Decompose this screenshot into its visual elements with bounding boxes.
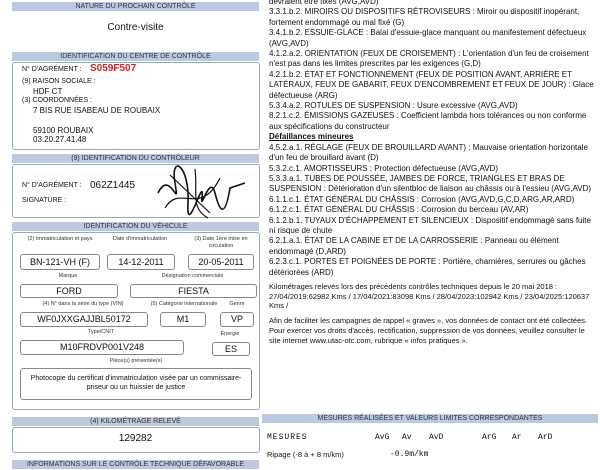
mesures-col-avg: AvG (375, 433, 390, 442)
vin-value: WF0JXXGAJJBL50172 (20, 312, 148, 327)
controleur-header: (9) IDENTIFICATION DU CONTRÔLEUR (12, 154, 259, 163)
ctrl-agrement-label: N° D'AGRÉMENT : (22, 182, 82, 189)
centre-agrement-label: N° D'AGRÉMENT : (22, 66, 82, 73)
centre-agrement-value: S059F507 (90, 63, 137, 74)
minor-defect-line: 6.1.2.c.1. ÉTAT GÉNÉRAL DU CHÂSSIS : Corrosion du berceau (AV,AR) (269, 205, 529, 215)
defects-list (269, 0, 597, 278)
typecnit-value: M10FRDVP001V248 (20, 340, 184, 355)
rappel-notice: Afin de faciliter les campagnes de rappel « graves », vos données de contact ont été collectées. Pour exercer vos droits d'accès, rectification, suppression de vos données, veuillez consulter le site internet www.utac-otc.com, rubrique « infos pratiques ». (269, 316, 588, 345)
date-1re-label: (3) Date 1ère mise en circulation (194, 236, 248, 249)
km-value: 129282 (118, 433, 153, 444)
mesures-col-av: Av (402, 433, 412, 442)
marque-label: Marque (58, 273, 78, 279)
signature-scribble (150, 163, 250, 221)
km-header: (4) KILOMÉTRAGE RELEVÉ (12, 417, 259, 426)
energie-value: ES (212, 342, 250, 356)
nature-value: Contre-visite (107, 22, 164, 33)
signature-label: SIGNATURE : (22, 197, 67, 204)
defect-line: 8.2.1.c.2. ÉMISSIONS GAZEUSES : Coefficient lambda hors tolérances ou non conforme aux spécifications du constructeur (269, 111, 587, 131)
defect-line: 4.1.2.a.2. ORIENTATION (FEUX DE CROISEMENT) : L'orientation d'un feu de croisement n'est pas dans les limites prescrites par les exigences (G,D) (269, 49, 589, 69)
defect-line: 3.4.1.b.2. ESSUIE-GLACE : Balai d'essuie-glace manquant ou manifestement défectueux (AVG,AVD) (269, 28, 587, 48)
minor-defect-line: 6.2.3.c.1. PORTES ET POIGNÉES DE PORTE : Portière, charnières, serrures ou gâches détériorées (ARD) (269, 257, 586, 277)
minor-defect-line: 5.3.3.a.1. TUBES DE POUSSÉE, JAMBES DE FORCE, TRIANGLES ET BRAS DE SUSPENSION : Détérioration d'un silentbloc de liaison au châssis ou à l'essieu (AVG,AVD) (269, 173, 592, 194)
km-history: Kilométrages relevés lors des précédents contrôles techniques depuis le 20 mai 2018 : 27/04/2019:62982 Kms / 17/04/2021:83098 Kms / 28/04/2023:102942 Kms / 23/04/2025:120637 Kms / (269, 282, 590, 310)
ctrl-agrement-value: 062Z1445 (90, 180, 136, 191)
coord-phone: 03.20.27.41.48 (33, 135, 87, 144)
categorie-value: M1 (160, 312, 206, 327)
ripage-value: -0.9m/km (390, 450, 429, 459)
minor-defect-line: 4.5.2.a.1. RÉGLAGE (FEUX DE BROUILLARD AVANT) : Mauvaise orientation horizontale d'un feu de brouillard avant (D) (269, 142, 588, 163)
mesures-col-avd: AvD (429, 433, 444, 442)
nature-header: NATURE DU PROCHAIN CONTRÔLE (12, 2, 259, 11)
designation-value: FIESTA (130, 284, 257, 298)
coord-address: 7 BIS RUE ISABEAU DE ROUBAIX (33, 106, 161, 115)
piece-value: Photocopie du certificat d'immatriculation visée par un commissaire-priseur ou un huissier de justice (20, 368, 252, 400)
defect-line: 4.2.1.b.2. ÉTAT ET FONCTIONNEMENT (FEUX DE POSITION AVANT, ARRIÈRE ET LATÉRAUX, FEUX DE GABARIT, FEUX D'ENCOMBREMENT ET FEUX DE JOUR) : Glace défectueuse (ARG) (269, 69, 594, 100)
immat-label: (2) Immatriculation et pays (27, 236, 93, 242)
mesures-header: MESURES RÉALISÉES ET VALEURS LIMITES CORRESPONDANTES (262, 414, 598, 423)
mesures-col-ard: ArD (538, 433, 553, 442)
date-1re-value: 20-05-2011 (188, 254, 254, 270)
energie-label: Énergie (220, 331, 240, 337)
defect-line: 3.3.1.b.2. MIROIRS OU DISPOSITIFS RÉTROVISEURS : Miroir ou dispositif inopérant, fortement endommagé ou mal fixé (G) (269, 7, 580, 27)
defect-line: devraient être fixés (AVG,AVD) (269, 0, 379, 6)
mineures-title: Défaillances mineures (269, 132, 354, 142)
centre-header: IDENTIFICATION DU CENTRE DE CONTRÔLE (12, 52, 259, 61)
genre-label: Genre (229, 301, 245, 307)
vehicule-header: IDENTIFICATION DU VÉHICULE (12, 222, 259, 231)
info-header: INFORMATIONS SUR LE CONTRÔLE TECHNIQUE DÉFAVORABLE (12, 460, 259, 469)
minor-defect-line: 6.1.2.b.1. TUYAUX D'ÉCHAPPEMENT ET SILENCIEUX : Dispositif endommagé sans fuite ni risque de chute (269, 215, 591, 235)
mesures-col-ar: Ar (512, 433, 522, 442)
ripage-label: Ripage (-8 à + 8 m/km) (267, 450, 344, 459)
marque-value: FORD (20, 284, 118, 298)
immat-value: BN-121-VH (F) (20, 254, 100, 270)
minor-defect-line: 6.1.1.c.1. ÉTAT GÉNÉRAL DU CHÂSSIS : Corrosion (AVG,AVD,G,C,D,ARG,AR,ARD) (269, 194, 575, 204)
minor-defect-line: 6.2.1.a.1. ÉTAT DE LA CABINE ET DE LA CARROSSERIE : Panneau ou élément endommagé (D,ARD) (269, 236, 559, 256)
defect-line: 5.3.4.a.2. ROTULES DE SUSPENSION : Usure excessive (AVG,AVD) (269, 101, 518, 111)
coord-label: (3) COORDONNÉES : (22, 97, 93, 104)
piece-label: Pièce(s) présentée(s) (109, 358, 163, 364)
vin-label: (4) N° dans la série du type (VIN) (42, 301, 124, 307)
raison-value: HDF CT (33, 87, 63, 96)
mesures-title: MESURES (267, 433, 308, 442)
raison-label: (9) RAISON SOCIALE : (22, 78, 96, 85)
categorie-label: (5) Catégorie internationale (150, 301, 218, 307)
mesures-col-arg: ArG (482, 433, 497, 442)
coord-city: 59100 ROUBAIX (33, 126, 94, 135)
date-immat-label: Date d'immatriculation (112, 236, 168, 242)
date-immat-value: 14-12-2011 (107, 254, 175, 270)
typecnit-label: Type/CNIT (87, 329, 115, 335)
genre-value: VP (220, 312, 254, 327)
designation-label: Désignation commerciale (161, 273, 224, 279)
minor-defect-line: 5.3.2.c.1. AMORTISSEURS : Protection défectueuse (AVG,AVD) (269, 163, 498, 173)
